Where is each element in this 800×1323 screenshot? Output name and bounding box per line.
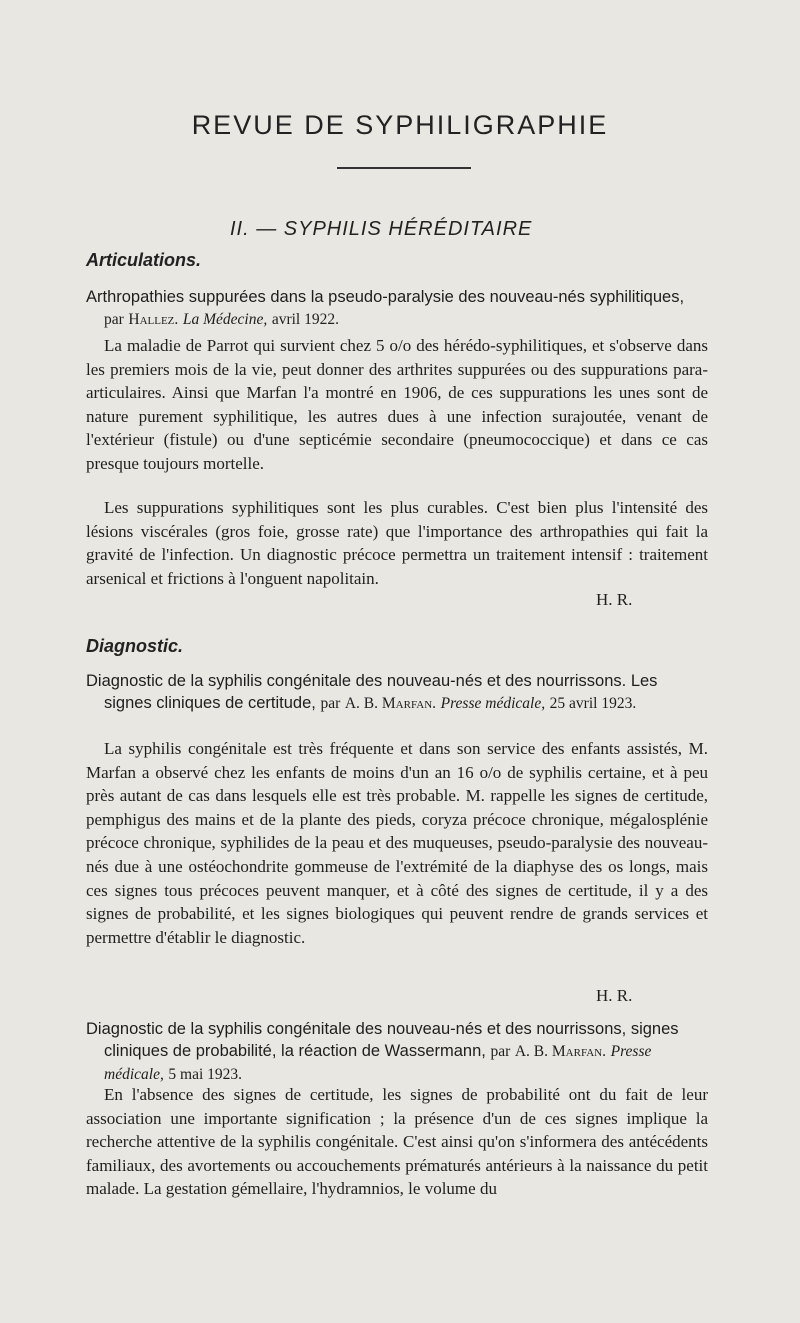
article-title-text: Diagnostic de la syphilis congénitale des nouveau-nés et des nourrissons. Les signes cliniques de certitude, [86,672,658,712]
paragraph: Les suppurations syphilitiques sont les plus curables. C'est bien plus l'intensité des lésions viscérales (gros foie, grosse rate) que l'importance des arthropathies qui fait la gravité de l'infection. Un diagnostic précoce permettra un traitement intensif : traitement arsenical et frictions à l'onguent napolitain. [86,498,708,588]
paragraph: En l'absence des signes de certitude, les signes de probabilité ont du fait de leur association une importante signification ; la présence d'un de ces signes implique la recherche attentive de la syphilis congénitale. C'est ainsi qu'on s'informera des antécédents familiaux, des avortements ou accouchements prématurés antérieurs à la naissance du petit malade. La gestation gémellaire, l'hydramnios, le volume du [86,1085,708,1199]
article-journal: Presse médicale, [104,1043,652,1083]
header-rule [337,167,471,169]
article-date: 25 avril 1923. [549,695,637,712]
ref-prefix: par [104,311,124,328]
ref-prefix: par [320,695,341,712]
article-journal: La Médecine, [182,311,268,328]
article-author: Hallez. [128,311,179,328]
article-title [86,1018,708,1086]
ref-prefix: par [490,1043,511,1060]
article-date: 5 mai 1923. [168,1066,243,1083]
signature: H. R. [596,590,633,609]
subheading-articulations: Articulations. [86,250,202,270]
paragraph: La syphilis congénitale est très fréquente et dans son service des enfants assistés, M. Marfan a observé chez les enfants de moins d'un an 16 o/o de syphilis certaine, et à peu près autant de cas dans lesquels elle est très probable. M. rappelle les signes de certitude, pemphigus des mains et de la plante des pieds, coryza précoce chronique, mégalosplénie précoce chronique, syphilides de la peau et des muqueuses, pseudo-paralysie des nouveau-nés due à une ostéochondrite gommeuse de l'extrémité de la diaphyse des os longs, mais ces signes tous précoces peuvent manquer, et à côté des signes de certitude, il y a des signes de probabilité, et les signes biologiques qui peuvent rendre de grands services et permettre d'établir le diagnostic. [86,739,708,947]
article-author: A. B. Marfan. [514,1043,607,1060]
signature: H. R. [596,986,633,1005]
section-title: II. — SYPHILIS HÉRÉDITAIRE [230,218,533,240]
article-title-text: Diagnostic de la syphilis congénitale des nouveau-nés et des nourrissons, signes cliniques de probabilité, la réaction de Wassermann, [86,1020,679,1060]
article-title-text: Arthropathies suppurées dans la pseudo-paralysie des nouveau-nés syphilitiques, [86,288,685,306]
subheading-diagnostic: Diagnostic. [86,636,184,656]
article-title [86,286,708,331]
article-author: A. B. Marfan. [344,695,437,712]
running-head: REVUE DE SYPHILIGRAPHIE [191,110,609,140]
article-journal: Presse médicale, [440,695,546,712]
paragraph: La maladie de Parrot qui survient chez 5 o/o des hérédo-syphilitiques, et s'observe dans les premiers mois de la vie, peut donner des arthrites suppurées ou des suppurations para-articulaires. Ainsi que Marfan l'a montré en 1906, de ces suppurations les unes sont de nature purement syphilitique, les autres dues à une infection surajoutée, venant de l'extérieur (fistule) ou d'une septicémie secondaire (pneumococcique) et dans ce cas presque toujours mortelle. [86,336,708,473]
article-title [86,670,708,715]
article-date: avril 1922. [271,311,339,328]
